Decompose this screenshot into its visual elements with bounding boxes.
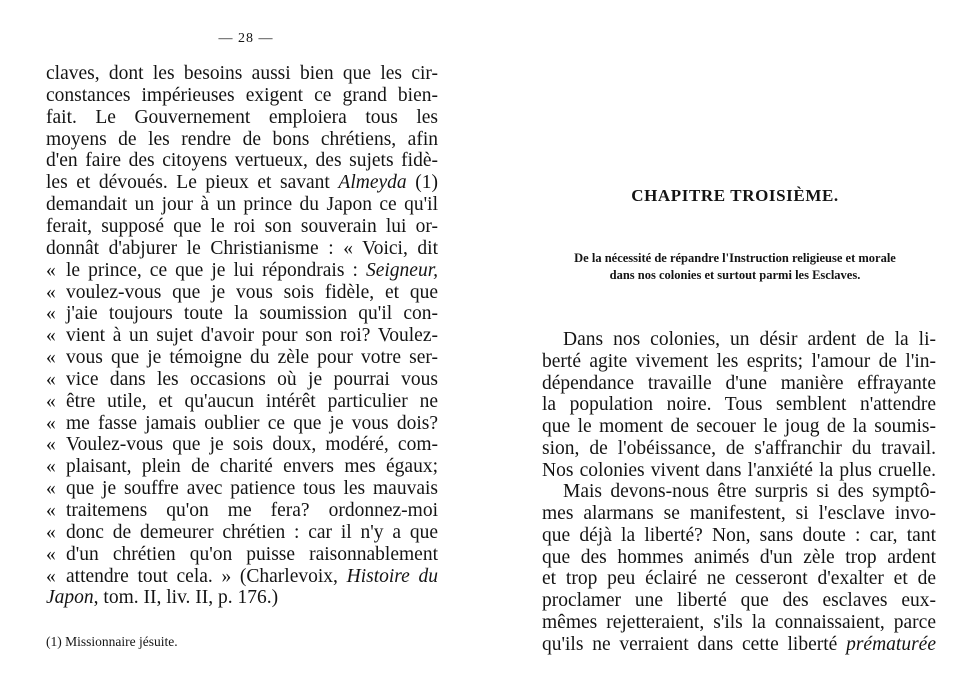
body-text: plaisant, plein de charité envers mes égaux; [66,456,438,478]
body-text: me fasse jamais oublier ce que je vous dois? [66,412,438,434]
text-line [46,63,438,85]
text-line [542,503,936,525]
text-line [46,238,438,260]
quote-mark: « [46,412,56,434]
quote-mark: « [46,456,56,478]
body-text: sion, de l'obéissance, de s'affranchir du travail. [542,437,936,459]
italic-text: Japon [46,587,94,609]
text-line [542,460,936,482]
text-line [46,303,438,325]
footnote: (1) Missionnaire jésuite. [46,634,178,649]
body-text: que des hommes animés d'un zèle trop ardent [542,546,936,568]
body-text: mes alarmans se manifestent, si l'esclave invo- [542,503,936,524]
text-line [46,522,438,544]
body-text: vient à un sujet d'avoir pour son roi? Voulez- [66,325,438,347]
body-text: ferait, supposé que le roi son souverain lui or- [46,215,438,237]
text-line [46,456,438,478]
body-text: moyens de les rendre de bons chrétiens, afin [46,128,438,150]
body-text: donnât d'abjurer le Christianisme : « Voici, dit [46,237,438,259]
body-text: , tom. II, liv. II, p. 176.) [93,587,279,609]
quote-mark: « [46,325,56,347]
text-line [542,438,936,460]
text-line [46,194,438,216]
body-text: constances impérieuses exigent ce grand bien- [46,84,438,106]
paragraph-first-line [563,481,936,503]
text-line [542,634,936,656]
text-line [542,547,936,569]
text-line [46,478,438,500]
body-text: claves, dont les besoins aussi bien que les cir- [46,63,438,84]
body-text: d'un chrétien qu'on puisse raisonnablement [66,543,438,565]
right-page [490,0,980,698]
quote-mark: « [46,478,56,500]
text-line [542,373,936,395]
body-text: demandait un jour à un prince du Japon ce qu'il [46,194,438,216]
body-text: le prince, ce que je lui répondrais : [66,259,366,281]
quote-mark: « [46,521,56,543]
text-line [46,413,438,435]
text-line [542,351,936,373]
body-text: que je souffre avec patience tous les mauvais [66,478,438,500]
body-text: Nos colonies vivent dans l'anxiété la plus cruelle. [542,459,936,481]
text-line [46,587,438,609]
text-line [542,568,936,590]
body-text: attendre tout cela. » (Charlevoix, [66,565,347,587]
text-line [46,566,438,588]
text-line [46,172,438,194]
quote-mark: « [46,347,56,369]
quote-mark: « [46,303,56,325]
body-text: les et dévoués. Le pieux et savant [46,172,339,194]
body-text: vice dans les occasions où je pourrai vous [66,368,438,390]
quote-mark: « [46,500,56,521]
quote-mark: « [46,434,56,456]
quote-mark: « [46,259,56,281]
body-text: donc de demeurer chrétien : car il n'y a que [66,521,438,543]
text-line [46,216,438,238]
body-text: et trop peu éclairé ne cesseront d'exalter et de [542,568,936,590]
body-text: voulez-vous que je vous sois fidèle, et que [66,281,438,303]
italic-text: Histoire du [346,565,438,587]
body-text: que le moment de secouer le joug de la soumis- [542,416,936,437]
body-text: Mais devons-nous être surpris si des symptô- [563,481,936,503]
text-line [46,325,438,347]
body-text: vous que je témoigne du zèle pour votre ser- [66,347,438,369]
text-line [46,500,438,522]
text-line [46,544,438,566]
chapter-subtitle-line-1: De la nécessité de répandre l'Instruction religieuse et morale [574,251,896,265]
body-text: berté agite vivement les esprits; l'amour de l'in- [542,350,936,372]
text-line [542,416,936,438]
body-text: proclamer une liberté que des esclaves eux- [542,590,936,611]
chapter-title: CHAPITRE TROISIÈME. [631,186,839,205]
body-text: traitemens qu'on me fera? ordonnez-moi [66,500,438,521]
page-number: — 28 — [218,31,274,46]
italic-text: Seigneur, [365,259,438,281]
text-line [46,369,438,391]
italic-text: Almeyda [338,172,407,194]
body-text: qu'ils ne verraient dans cette liberté [542,633,847,655]
text-line [46,347,438,369]
body-text: Voulez-vous que je sois doux, modéré, com- [66,434,438,456]
body-text: la population noire. Tous semblent n'attendre [542,394,936,416]
text-line [46,85,438,107]
body-text: fait. Le Gouvernement emploiera tous les [46,106,438,128]
body-text: j'aie toujours toute la soumission qu'il con- [66,303,438,325]
text-line [46,107,438,129]
body-text: Dans nos colonies, un désir ardent de la li- [563,329,936,350]
quote-mark: « [46,390,56,412]
body-text: mêmes rejetteraient, s'ils la connaissaient, parce [542,611,936,633]
text-line [542,612,936,634]
body-text: (1) [406,172,438,194]
body-text: que déjà la liberté? Non, sans doute : car, tant [542,524,936,546]
chapter-subtitle-line-2: dans nos colonies et surtout parmi les Esclaves. [609,268,861,282]
body-text: dépendance travaille d'une manière effrayante [542,372,936,394]
text-line [46,434,438,456]
quote-mark: « [46,368,56,390]
text-line [542,525,936,547]
text-line [46,391,438,413]
text-line [46,260,438,282]
text-line [46,129,438,151]
quote-mark: « [46,543,56,565]
text-line [542,394,936,416]
quote-mark: « [46,281,56,303]
text-line [46,282,438,304]
body-text: être utile, et qu'aucun intérêt particulier ne [66,390,438,412]
paragraph-first-line [563,329,936,351]
quote-mark: « [46,565,56,587]
italic-text: prématurée [846,633,936,655]
text-line [46,150,438,172]
text-line [542,590,936,612]
body-text: d'en faire des citoyens vertueux, des sujets fidè- [46,150,438,172]
